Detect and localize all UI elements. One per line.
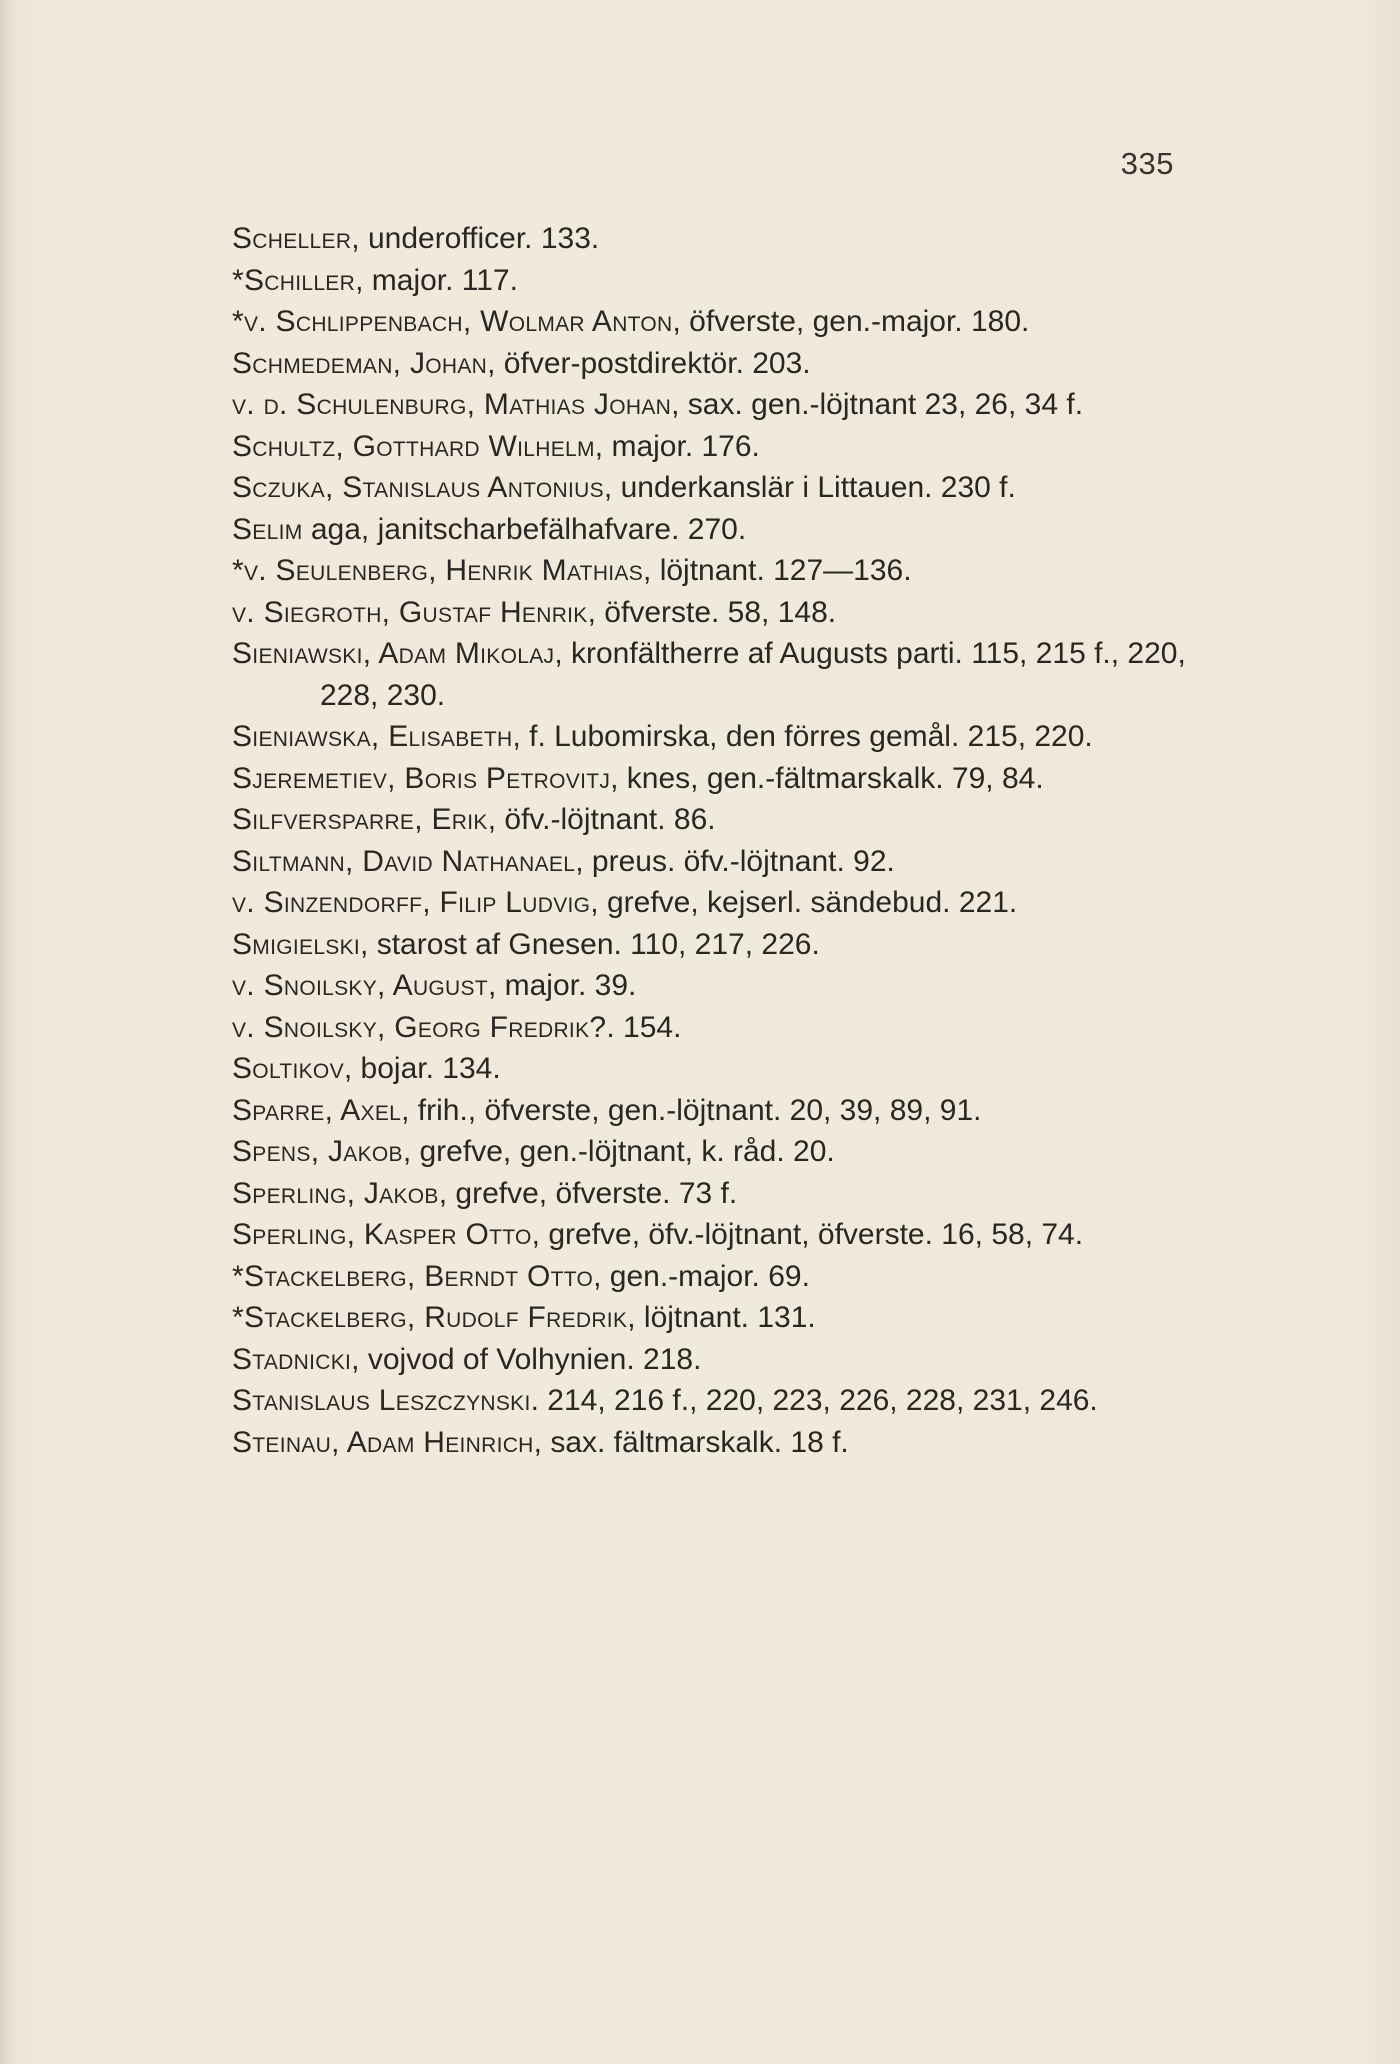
entry-name: v. d. Schulenburg, Mathias Johan <box>232 388 672 421</box>
entry-details: , vojvod of Volhynien. 218. <box>351 1342 702 1376</box>
entry-name: Spens, Jakob <box>232 1135 403 1168</box>
entry-details: , major. 176. <box>594 429 760 463</box>
entry-details: , major. 117. <box>355 263 518 297</box>
entry-name: v. Siegroth, Gustaf Henrik <box>232 595 588 629</box>
index-entry <box>232 841 1192 883</box>
index-entry <box>232 1173 1192 1215</box>
index-entry <box>232 1131 1192 1173</box>
entry-name: Schultz, Gotthard Wilhelm <box>232 429 595 463</box>
entry-details: , major. 39. <box>487 969 637 1002</box>
entry-name: v. Snoilsky, Georg Fredrik? <box>232 1010 607 1044</box>
entry-details: , öfv.-löjtnant. 86. <box>487 803 716 836</box>
entry-details: , frih., öfverste, gen.-löjtnant. 20, 39, 89, 91. <box>401 1093 982 1127</box>
index-entry <box>232 1256 1192 1298</box>
entry-name: *v. Seulenberg, Henrik Mathias <box>232 554 644 587</box>
entry-details: , knes, gen.-fältmarskalk. 79, 84. <box>610 761 1044 795</box>
entry-details: . 154. <box>606 1010 682 1044</box>
entry-details: . 214, 216 f., 220, 223, 226, 228, 231, 246. <box>530 1384 1098 1417</box>
entry-name: *Stackelberg, Berndt Otto <box>232 1259 594 1293</box>
entry-name: v. Sinzendorff, Filip Ludvig <box>232 886 591 919</box>
entry-details: , grefve, kejserl. sändebud. 221. <box>590 886 1018 919</box>
index-entry <box>232 924 1192 966</box>
entry-details: , preus. öfv.-löjtnant. 92. <box>575 844 895 878</box>
index-entry <box>232 633 1192 716</box>
entry-name: Silfversparre, Erik <box>232 803 488 836</box>
entry-details: , gen.-major. 69. <box>593 1259 810 1293</box>
index-entry <box>232 509 1192 551</box>
entry-name: *Schiller <box>232 263 356 297</box>
entry-name: v. Snoilsky, August <box>232 969 488 1002</box>
entry-name: Sperling, Jakob <box>232 1176 439 1210</box>
index-entry <box>232 426 1192 468</box>
entry-name: Sjeremetiev, Boris Petrovitj <box>232 761 611 795</box>
index-entry <box>232 716 1192 758</box>
index-entry <box>232 1297 1192 1339</box>
entry-details: , grefve, gen.-löjtnant, k. råd. 20. <box>402 1135 835 1168</box>
index-entry <box>232 384 1192 426</box>
entry-name: Soltikov <box>232 1052 344 1085</box>
entry-details: , öfverste, gen.-major. 180. <box>672 305 1030 338</box>
index-entry <box>232 1214 1192 1256</box>
index-entry <box>232 260 1192 302</box>
entry-name: Sczuka, Stanislaus Antonius <box>232 471 604 504</box>
entry-name: *Stackelberg, Rudolf Fredrik <box>232 1301 628 1334</box>
entry-details: , underofficer. 133. <box>351 222 600 255</box>
entry-details: , löjtnant. 127—136. <box>643 554 912 587</box>
entry-name: Stanislaus Leszczynski <box>232 1384 531 1417</box>
index-entry <box>232 882 1192 924</box>
entry-details: , löjtnant. 131. <box>627 1301 816 1334</box>
index-entry <box>232 758 1192 800</box>
page-number: 335 <box>1120 146 1174 181</box>
index-entries <box>232 218 1192 1463</box>
index-entry <box>232 1090 1192 1132</box>
index-entry <box>232 1048 1192 1090</box>
entry-details: , f. Lubomirska, den förres gemål. 215, 220. <box>512 720 1093 753</box>
entry-name: Sieniawski, Adam Mikolaj <box>232 637 555 670</box>
entry-details: , öfver-postdirektör. 203. <box>487 346 811 380</box>
entry-details: , sax. gen.-löjtnant 23, 26, 34 f. <box>671 388 1084 421</box>
entry-name: Sperling, Kasper Otto <box>232 1218 532 1251</box>
index-entry <box>232 218 1192 260</box>
index-entry <box>232 592 1192 634</box>
entry-details: , bojar. 134. <box>343 1052 501 1085</box>
entry-name: Selim <box>232 512 303 546</box>
entry-name: Scheller <box>232 222 352 255</box>
index-entry <box>232 1380 1192 1422</box>
index-entry <box>232 799 1192 841</box>
index-entry <box>232 1422 1192 1464</box>
entry-name: Siltmann, David Nathanael <box>232 844 576 878</box>
index-entry <box>232 965 1192 1007</box>
entry-name: Sieniawska, Elisabeth <box>232 720 513 753</box>
entry-details: , underkanslär i Littauen. 230 f. <box>603 471 1016 504</box>
entry-name: Smigielski <box>232 927 361 961</box>
index-entry <box>232 1339 1192 1381</box>
entry-details: , grefve, öfverste. 73 f. <box>438 1176 738 1210</box>
entry-name: Schmedeman, Johan <box>232 346 488 380</box>
entry-name: Steinau, Adam Heinrich <box>232 1425 534 1459</box>
entry-name: *v. Schlippenbach, Wolmar Anton <box>232 305 673 338</box>
index-entry <box>232 550 1192 592</box>
entry-details: , sax. fältmarskalk. 18 f. <box>533 1425 849 1459</box>
index-entry <box>232 301 1192 343</box>
index-entry <box>232 467 1192 509</box>
entry-name: Stadnicki <box>232 1342 352 1376</box>
index-entry <box>232 343 1192 385</box>
entry-details: aga, janitscharbefälhafvare. 270. <box>302 512 747 546</box>
entry-details: , grefve, öfv.-löjtnant, öfverste. 16, 58, 74. <box>531 1218 1084 1251</box>
entry-details: , öfverste. 58, 148. <box>587 595 837 629</box>
index-entry <box>232 1007 1192 1049</box>
entry-details: , starost af Gnesen. 110, 217, 226. <box>360 927 820 961</box>
entry-details: , kronfältherre af Augusts parti. 115, 215 f., 220, 228, 230. <box>320 637 1186 712</box>
entry-name: Sparre, Axel <box>232 1093 402 1127</box>
